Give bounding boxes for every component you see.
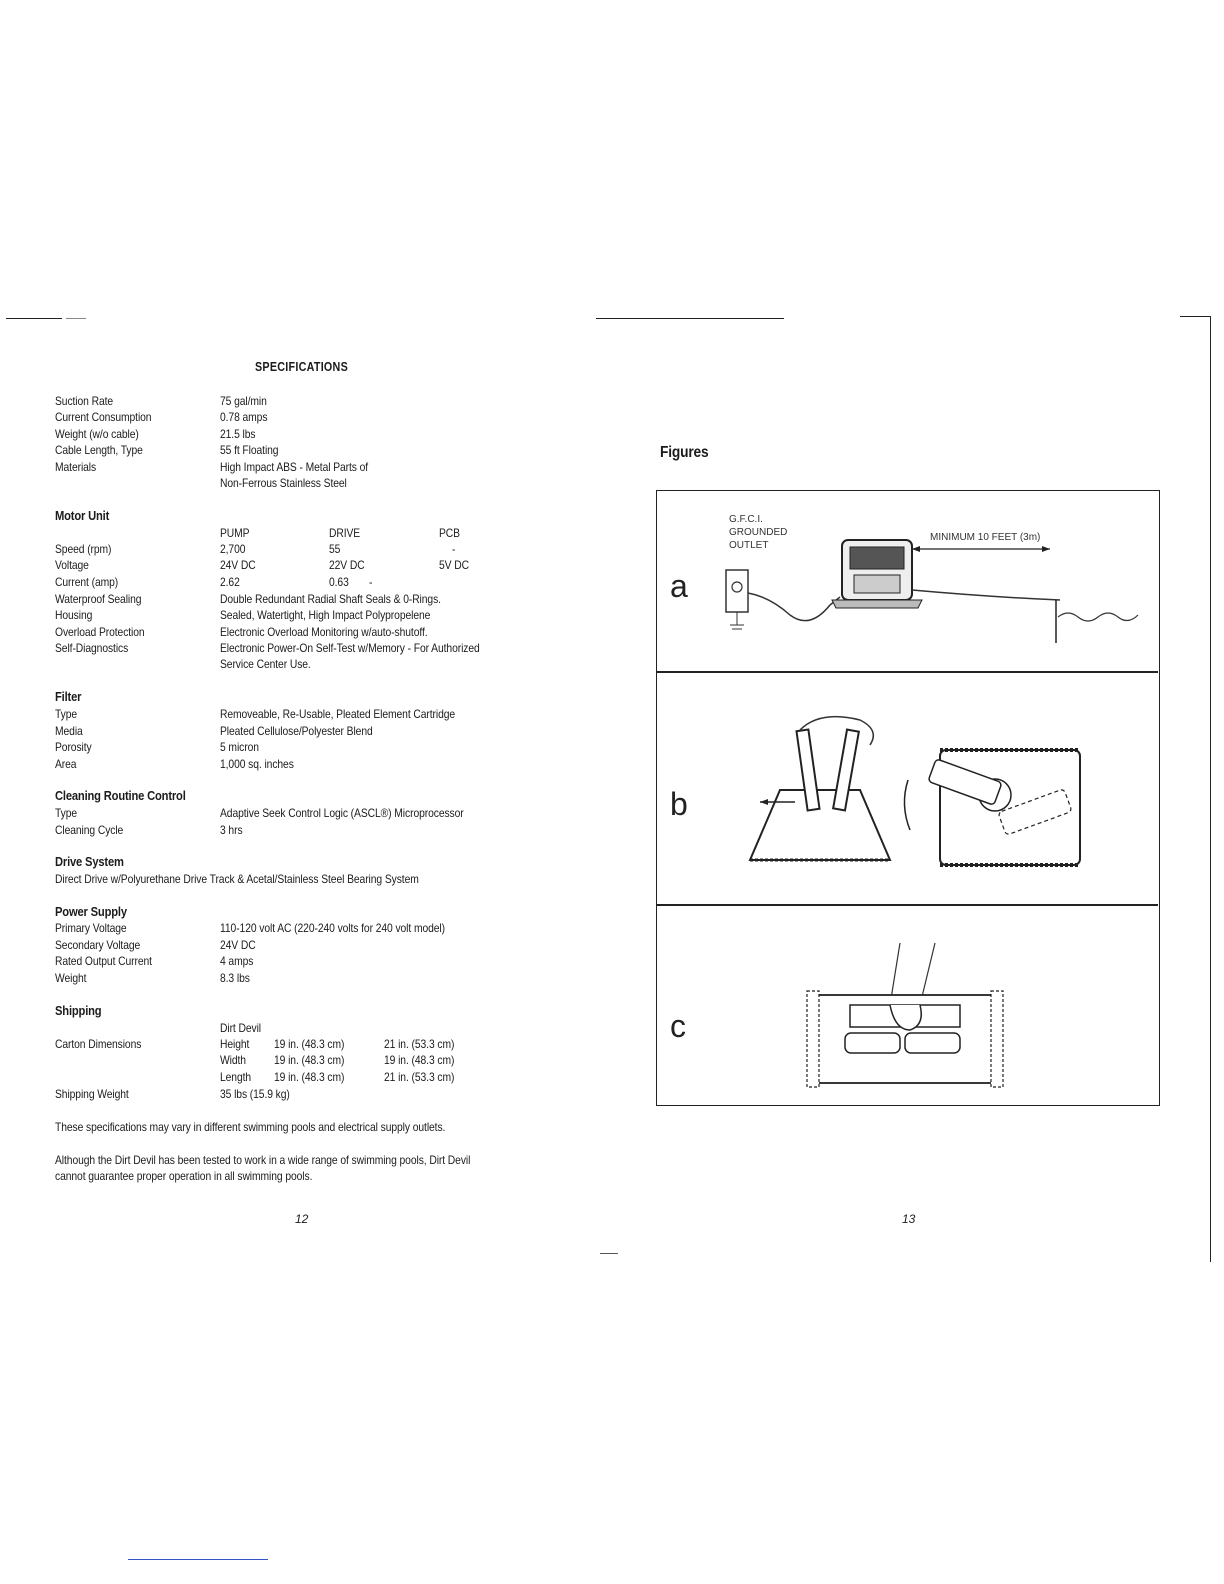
- note-text: cannot guarantee proper operation in all swimming pools.: [55, 1169, 313, 1183]
- spec-value: Pleated Cellulose/Polyester Blend: [220, 724, 373, 738]
- section-heading-cleaning: Cleaning Routine Control: [55, 788, 186, 803]
- spec-value: 55: [329, 542, 341, 556]
- figure-divider: [657, 904, 1158, 906]
- motor-col-header: PCB: [439, 526, 460, 540]
- outlet-label: OUTLET: [729, 540, 769, 551]
- spec-label: Shipping Weight: [55, 1087, 129, 1101]
- page-number: 12: [295, 1212, 309, 1226]
- spec-value: 0.63: [329, 575, 349, 589]
- spec-label: Carton Dimensions: [55, 1037, 142, 1051]
- page-title: SPECIFICATIONS: [255, 360, 349, 374]
- spec-value: 21.5 lbs: [220, 427, 256, 441]
- spec-label: Primary Voltage: [55, 921, 127, 935]
- spec-label: Current (amp): [55, 575, 119, 589]
- spec-label: Waterproof Sealing: [55, 592, 142, 606]
- spec-label: Current Consumption: [55, 410, 152, 424]
- spec-label: Suction Rate: [55, 394, 114, 408]
- spec-label: Housing: [55, 608, 93, 622]
- dim-label: Length: [220, 1070, 252, 1084]
- spec-value: 5 micron: [220, 740, 259, 754]
- spec-value: 4 amps: [220, 954, 254, 968]
- top-rule-right: [596, 318, 784, 319]
- spec-value: 3 hrs: [220, 823, 243, 837]
- spec-label: Weight: [55, 971, 87, 985]
- top-rule-left-dash: [66, 318, 86, 319]
- spec-label: Overload Protection: [55, 625, 145, 639]
- spec-value: -: [369, 575, 373, 589]
- spec-value: 0.78 amps: [220, 410, 268, 424]
- spec-label: Type: [55, 707, 78, 721]
- spec-value: Removeable, Re-Usable, Pleated Element Cartridge: [220, 707, 456, 721]
- section-heading-power: Power Supply: [55, 904, 127, 919]
- bottom-link-rule: [128, 1559, 268, 1560]
- spec-label: Rated Output Current: [55, 954, 152, 968]
- top-rule-far-right: [1180, 316, 1210, 317]
- spec-value: Electronic Power-On Self-Test w/Memory - For Authorized: [220, 641, 480, 655]
- filter-removal-illustration: [795, 935, 1015, 1095]
- dim-label: Height: [220, 1037, 250, 1051]
- right-edge-line: [1210, 316, 1211, 1262]
- figure-divider: [657, 671, 1158, 673]
- spec-label: Area: [55, 757, 77, 771]
- spec-value: Service Center Use.: [220, 657, 311, 671]
- section-heading-motor: Motor Unit: [55, 508, 110, 523]
- dim-value: 19 in. (48.3 cm): [274, 1053, 345, 1067]
- spec-value: 5V DC: [439, 558, 469, 572]
- motor-col-header: DRIVE: [329, 526, 361, 540]
- drive-text: Direct Drive w/Polyurethane Drive Track & Acetal/Stainless Steel Bearing System: [55, 872, 419, 886]
- spec-value: 24V DC: [220, 558, 256, 572]
- top-rule-left: [6, 318, 62, 319]
- dim-value: 21 in. (53.3 cm): [384, 1037, 455, 1051]
- spec-label: Cleaning Cycle: [55, 823, 124, 837]
- dim-value: 19 in. (48.3 cm): [274, 1037, 345, 1051]
- dim-value: 21 in. (53.3 cm): [384, 1070, 455, 1084]
- spec-value: 24V DC: [220, 938, 256, 952]
- spec-value: 1,000 sq. inches: [220, 757, 294, 771]
- spec-value: 2.62: [220, 575, 240, 589]
- spec-value: -: [452, 542, 456, 556]
- dim-label: Width: [220, 1053, 246, 1067]
- page-number: 13: [902, 1212, 916, 1226]
- bottom-center-mark: [600, 1253, 618, 1254]
- spec-value: 75 gal/min: [220, 394, 267, 408]
- figure-letter: b: [670, 786, 688, 822]
- spec-label: Voltage: [55, 558, 89, 572]
- shipping-product: Dirt Devil: [220, 1021, 261, 1035]
- spec-value: High Impact ABS - Metal Parts of: [220, 460, 369, 474]
- motor-col-header: PUMP: [220, 526, 250, 540]
- spec-label: Weight (w/o cable): [55, 427, 139, 441]
- section-heading-filter: Filter: [55, 689, 82, 704]
- spec-value: Electronic Overload Monitoring w/auto-shutoff.: [220, 625, 428, 639]
- power-supply-illustration: [700, 505, 1150, 665]
- section-heading-shipping: Shipping: [55, 1003, 102, 1018]
- handle-adjustment-illustration: [740, 690, 1100, 890]
- spec-label: Porosity: [55, 740, 92, 754]
- spec-value: 110-120 volt AC (220-240 volts for 240 volt model): [220, 921, 445, 935]
- spec-label: Secondary Voltage: [55, 938, 141, 952]
- spec-label: Type: [55, 806, 78, 820]
- dim-value: 19 in. (48.3 cm): [274, 1070, 345, 1084]
- spec-label: Cable Length, Type: [55, 443, 143, 457]
- spec-value: 35 lbs (15.9 kg): [220, 1087, 290, 1101]
- figure-letter: a: [670, 568, 688, 604]
- spec-value: 2,700: [220, 542, 246, 556]
- note-text: These specifications may vary in different swimming pools and electrical supply outlets.: [55, 1120, 446, 1134]
- spec-value: Adaptive Seek Control Logic (ASCL®) Microprocessor: [220, 806, 464, 820]
- spec-value: 55 ft Floating: [220, 443, 279, 457]
- dim-value: 19 in. (48.3 cm): [384, 1053, 455, 1067]
- spec-label: Self-Diagnostics: [55, 641, 129, 655]
- outlet-label: G.F.C.I.: [729, 514, 763, 525]
- outlet-label: GROUNDED: [729, 527, 788, 538]
- spec-value: Double Redundant Radial Shaft Seals & 0-Rings.: [220, 592, 441, 606]
- spec-label: Speed (rpm): [55, 542, 112, 556]
- distance-label: MINIMUM 10 FEET (3m): [930, 532, 1041, 543]
- page-title: Figures: [660, 444, 709, 461]
- spec-value: Non-Ferrous Stainless Steel: [220, 476, 347, 490]
- spec-label: Materials: [55, 460, 97, 474]
- spec-value: 22V DC: [329, 558, 365, 572]
- spec-label: Media: [55, 724, 83, 738]
- spec-value: 8.3 lbs: [220, 971, 250, 985]
- note-text: Although the Dirt Devil has been tested to work in a wide range of swimming pools, Dirt Devil: [55, 1153, 471, 1167]
- spec-value: Sealed, Watertight, High Impact Polypropelene: [220, 608, 431, 622]
- section-heading-drive: Drive System: [55, 854, 124, 869]
- figure-letter: c: [670, 1008, 686, 1044]
